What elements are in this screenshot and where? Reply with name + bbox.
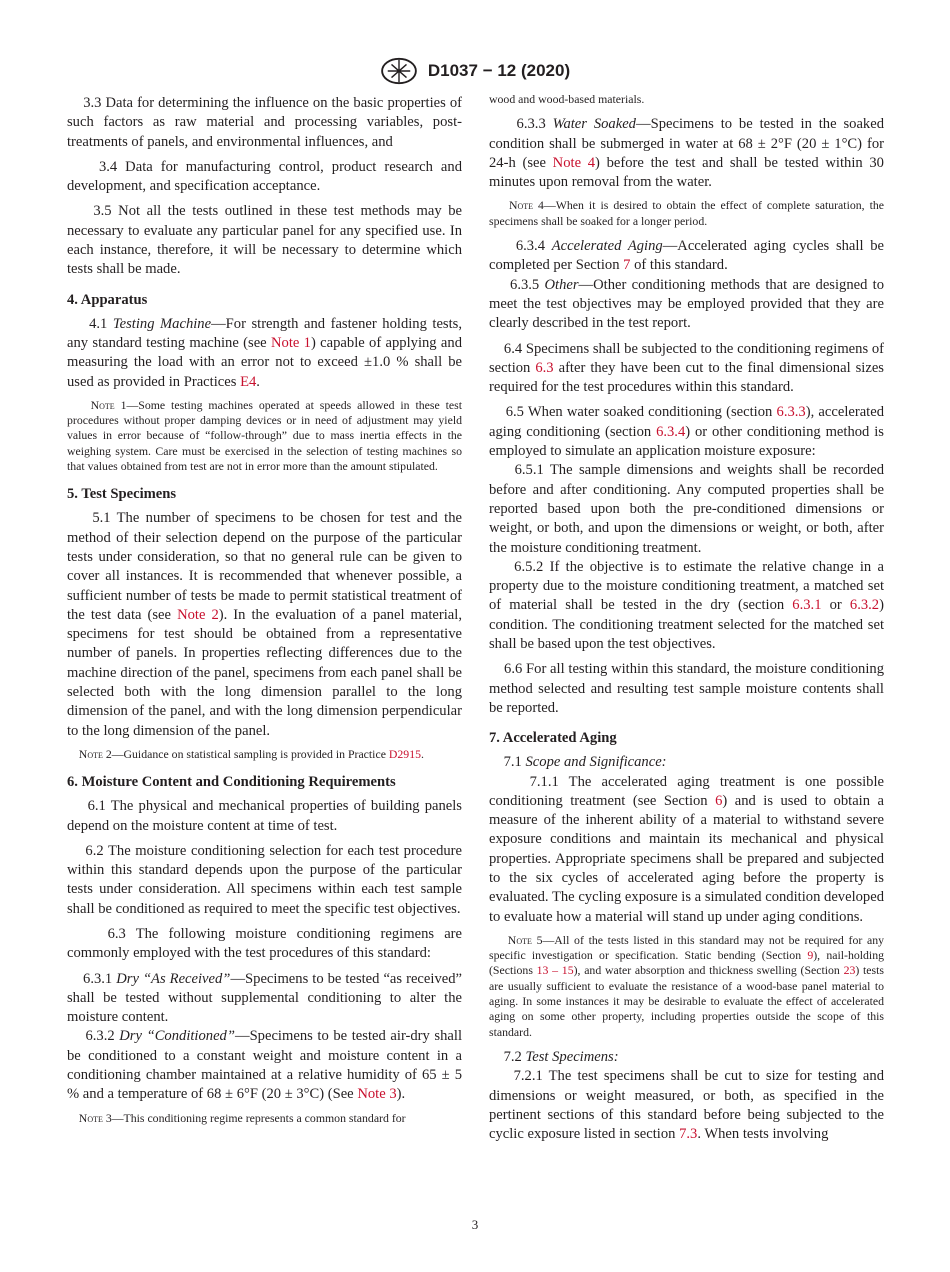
- paragraph-6-5-1: 6.5.1 The sample dimensions and weights shall be recorded before and after conditioning. Any computed properties shall be reported based upon both the pre-conditioned dimensions or weight, or both, and upon the dimensions or weight, or both, after the moisture conditioning treatment.: [489, 462, 884, 556]
- paragraph-6-3-5: 6.3.5 Other—Other conditioning methods that are designed to meet the test objectives may be employed provided that they are clearly described in the test report.: [489, 276, 885, 332]
- sections-13-15-link[interactable]: 13 – 15: [536, 963, 574, 978]
- section-23-link[interactable]: 23: [843, 963, 856, 978]
- paragraph-6-5-2: 6.5.2 If the objective is to estimate the relative change in a property due to the moisture conditioning treatment, a matched set of material shall be tested in the dry (section 6.3.1 or 6.3.2) condition. The conditioning treatment selected for the matched set shall be based upon the test objectives.: [489, 558, 884, 653]
- paragraph-5-1: 5.1 The number of specimens to be chosen for test and the method of their selection depend on the purpose of the particular tests under consideration, so that no general rule can be given to cover all instances. It is recommended that whenever possible, a sufficient number of tests be made to permit statistical treatment of the test data (see Note 2). In the evaluation of a panel material, specimens for test should be obtained from a representative number of panels. In properties reflecting differences due to the machine direction of the panel, specimens from each panel shall be selected both with the long dimension parallel to the long dimension of the panel, and with the long dimension perpendicular to the long dimension of the panel.: [67, 510, 462, 739]
- paragraph-7-2-1: 7.2.1 The test specimens shall be cut to size for testing and dimensions or weight measured, or both, as specified in the pertinent sections of this standard before being subjected to the cyclic exposure listed in section 7.3. When tests involving: [489, 1068, 885, 1143]
- page-number: 3: [471, 1217, 479, 1232]
- astm-logo-icon: [380, 56, 418, 86]
- paragraph-6-3-1: 6.3.1 Dry “As Received”—Specimens to be tested “as received” shall be tested without supplemental conditioning to alter the moisture content.: [67, 970, 462, 1026]
- section-7-3-link[interactable]: 7.3: [679, 1126, 698, 1143]
- paragraph-6-3-2: 6.3.2 Dry “Conditioned”—Specimens to be tested air-dry shall be conditioned to a constant weight and moisture content in a conditioning chamber maintained at a relative humidity of 65 ± 5 % and a temperature of 68 ± 6°F (20 ± 3°C) (See Note 3).: [67, 1028, 462, 1103]
- section-7-link[interactable]: 7: [623, 257, 631, 274]
- paragraph-3-4: 3.4 Data for manufacturing control, product research and development, and specification acceptance.: [67, 158, 463, 195]
- d2915-link[interactable]: D2915: [388, 746, 422, 761]
- note-4-link[interactable]: Note 4: [552, 154, 596, 171]
- section-6-3-3-link[interactable]: 6.3.3: [776, 404, 806, 421]
- section-heading-6: 6. Moisture Content and Conditioning Requirements: [67, 774, 396, 791]
- paragraph-3-3: 3.3 Data for determining the influence on the basic properties of such factors as raw material and processing variables, post-treatments of panels, and environmental influences, and: [67, 95, 462, 150]
- note-1: Note 1—Some testing machines operated at speeds allowed in these test procedures without proper damping devices or in need of adjustment may yield values in error because of “follow-through” due to mass inertia effects in the weighing system. Care must be exercised in the selection of testing machines so that values obtained from test are not in error more than the amount stipulated.: [67, 397, 462, 474]
- note-3-link[interactable]: Note 3: [357, 1086, 397, 1103]
- note-1-link[interactable]: Note 1: [270, 334, 311, 351]
- section-6-3-1-link[interactable]: 6.3.1: [792, 597, 822, 614]
- section-6-3-4-link[interactable]: 6.3.4: [656, 423, 686, 440]
- paragraph-6-3-3: 6.3.3 Water Soaked—Specimens to be tested in the soaked condition shall be submerged in water at 68 ± 2°F (20 ± 1°C) for 24-h (see Note 4) before the test and shall be tested within 30 minutes upon removal from the water.: [489, 116, 884, 191]
- note-4: Note 4—When it is desired to obtain the effect of complete saturation, the specimens shall be soaked for a longer period.: [489, 198, 885, 228]
- paragraph-6-3-4: 6.3.4 Accelerated Aging—Accelerated aging cycles shall be completed per Section 7 of this standard.: [489, 238, 884, 274]
- paragraph-6-2: 6.2 The moisture conditioning selection for each test procedure within this standard depends upon the purpose of the particular tests under consideration. All specimens within each test sample shall be conditioned as required to meet the specific test objectives.: [67, 842, 462, 917]
- section-heading-7: 7. Accelerated Aging: [489, 730, 617, 747]
- paragraph-7-1: 7.1 Scope and Significance:: [503, 754, 667, 771]
- paragraph-6-6: 6.6 For all testing within this standard, the moisture conditioning method selected and resulting test sample moisture contents shall be reported.: [489, 661, 885, 716]
- note-2: Note 2—Guidance on statistical sampling is provided in Practice D2915.: [78, 746, 424, 761]
- right-column: [489, 92, 884, 1150]
- paragraph-6-3: 6.3 The following moisture conditioning regimens are commonly employed with the test procedures of this standard:: [67, 925, 463, 962]
- paragraph-6-1: 6.1 The physical and mechanical properties of building panels depend on the moisture content at time of test.: [67, 798, 462, 834]
- section-6-link[interactable]: 6: [715, 792, 723, 809]
- note-3: Note 3—This conditioning regime represents a common standard for: [78, 1110, 406, 1125]
- note-2-link[interactable]: Note 2: [177, 606, 219, 623]
- section-6-3-link[interactable]: 6.3: [535, 359, 554, 376]
- page-header: [0, 56, 950, 86]
- left-column: [67, 94, 462, 1134]
- e4-link[interactable]: E4: [240, 373, 257, 390]
- section-heading-5: 5. Test Specimens: [67, 486, 177, 503]
- note-5: Note 5—All of the tests listed in this standard may not be required for any specific investigation or specification. Static bending (Section 9), nail-holding (Sections 13 – 15), and water absorption and thickness swelling (Section 23) tests are usually sufficient to evaluate the resistance of a wood-base panel material to aging. In some instances it may be desirable to evaluate the effect of accelerated aging on some other property, including properties outside the scope of this standard.: [489, 932, 884, 1039]
- paragraph-7-1-1: 7.1.1 The accelerated aging treatment is one possible conditioning treatment (see Section 6) and is used to obtain a measure of the inherent ability of a material to withstand severe exposure conditions and maintain its mechanical and physical properties. Appropriate specimens shall be prepared and subjected to the six cycles of accelerated aging before the property is evaluated. The cycling exposure is a simulated condition developed to evaluate how a material will stand up under aging conditions.: [489, 773, 885, 925]
- note-3-continuation: wood and wood-based materials.: [489, 92, 645, 106]
- paragraph-3-5: 3.5 Not all the tests outlined in these test methods may be necessary to evaluate any particular panel for any specified use. In each instance, therefore, it will be necessary to determine which tests shall be made.: [67, 203, 462, 278]
- paragraph-4-1: 4.1 Testing Machine—For strength and fastener holding tests, any standard testing machine (see Note 1) capable of applying and measuring the load with an error not to exceed ±1.0 % shall be used as provided in Practices E4.: [67, 315, 462, 390]
- document-designation: D1037 − 12 (2020): [427, 61, 571, 80]
- paragraph-6-5: 6.5 When water soaked conditioning (section 6.3.3), accelerated aging conditioning (section 6.3.4) or other conditioning method is employed to simulate an application moisture exposure:: [489, 404, 885, 460]
- paragraph-7-2: 7.2 Test Specimens:: [503, 1048, 619, 1065]
- paragraph-6-4: 6.4 Specimens shall be subjected to the conditioning regimens of section 6.3 after they have been cut to the final dimensional sizes required for the test procedures within this standard.: [489, 340, 885, 396]
- section-9-link[interactable]: 9: [807, 948, 814, 963]
- section-heading-4: 4. Apparatus: [67, 291, 148, 308]
- section-6-3-2-link[interactable]: 6.3.2: [849, 597, 880, 614]
